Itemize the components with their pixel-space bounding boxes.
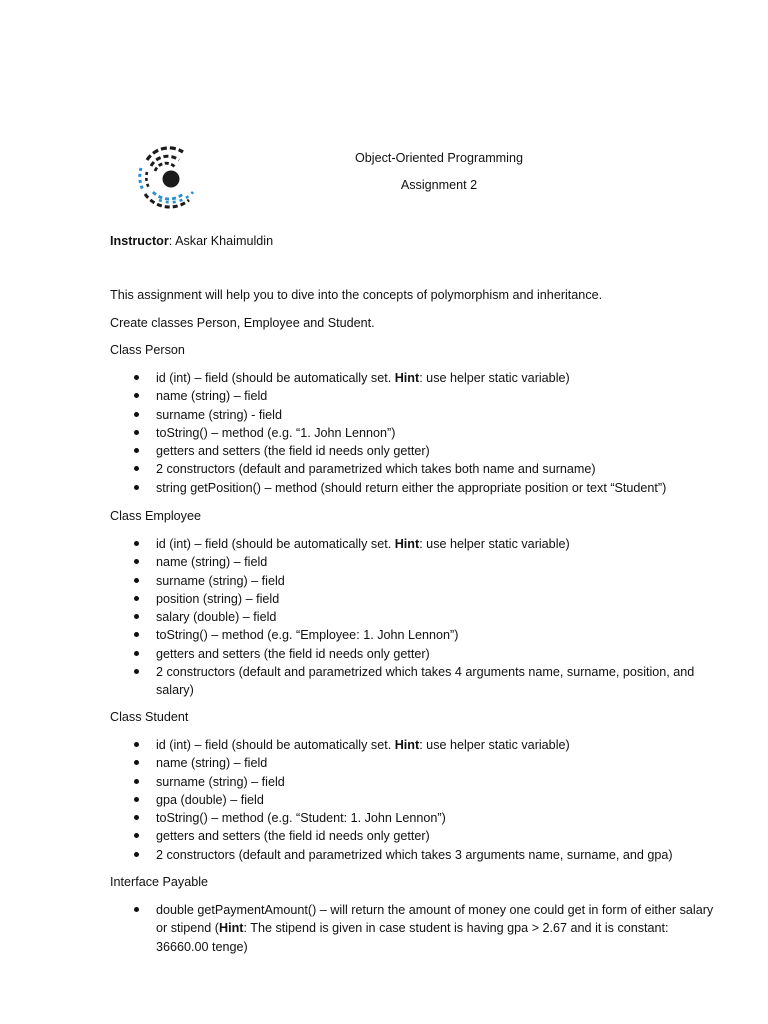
list-item: salary (double) – field bbox=[110, 608, 716, 626]
list-item: 2 constructors (default and parametrized which takes 3 arguments name, surname, and gpa) bbox=[110, 846, 716, 864]
list-item: position (string) – field bbox=[110, 590, 716, 608]
list-item: string getPosition() – method (should return either the appropriate position or text “Student”) bbox=[110, 479, 716, 497]
intro-line-1: This assignment will help you to dive into the concepts of polymorphism and inheritance. bbox=[110, 288, 603, 302]
list-item: gpa (double) – field bbox=[110, 791, 716, 809]
instructor-name: : Askar Khaimuldin bbox=[168, 234, 274, 248]
list-item: toString() – method (e.g. “Employee: 1. John Lennon”) bbox=[110, 626, 716, 644]
list-item: id (int) – field (should be automatically set. Hint: use helper static variable) bbox=[110, 369, 716, 387]
list-item: id (int) – field (should be automatically set. Hint: use helper static variable) bbox=[110, 736, 716, 754]
list-item: name (string) – field bbox=[110, 553, 716, 571]
list-item: surname (string) – field bbox=[110, 773, 716, 791]
intro-line-2: Create classes Person, Employee and Student. bbox=[110, 316, 375, 330]
section-heading: Class Employee bbox=[110, 509, 201, 523]
list-item: toString() – method (e.g. “Student: 1. John Lennon”) bbox=[110, 809, 716, 827]
instructor-label: Instructor bbox=[110, 234, 169, 248]
list-item: double getPaymentAmount() – will return the amount of money one could get in form of either salary or stipend (Hint: The stipend is given in case student is having gpa > 2.67 and it is constant: 36660.00 tenge) bbox=[110, 901, 716, 956]
student-list bbox=[110, 736, 716, 864]
list-item: surname (string) - field bbox=[110, 406, 716, 424]
assignment-title: Assignment 2 bbox=[400, 178, 478, 192]
list-item: name (string) – field bbox=[110, 754, 716, 772]
payable-list bbox=[110, 901, 716, 956]
list-item: id (int) – field (should be automatically set. Hint: use helper static variable) bbox=[110, 535, 716, 553]
course-title: Object-Oriented Programming bbox=[355, 151, 523, 165]
section-heading: Class Person bbox=[110, 343, 185, 357]
list-item: getters and setters (the field id needs only getter) bbox=[110, 645, 716, 663]
list-item: surname (string) – field bbox=[110, 572, 716, 590]
list-item: 2 constructors (default and parametrized which takes both name and surname) bbox=[110, 460, 716, 478]
list-item: 2 constructors (default and parametrized which takes 4 arguments name, surname, position, and salary) bbox=[110, 663, 711, 700]
employee-list bbox=[110, 535, 716, 700]
list-item: getters and setters (the field id needs only getter) bbox=[110, 442, 716, 460]
person-list bbox=[110, 369, 716, 497]
section-heading: Class Student bbox=[110, 710, 189, 724]
university-logo-icon bbox=[133, 142, 199, 210]
section-heading: Interface Payable bbox=[110, 875, 209, 889]
instructor-line bbox=[110, 233, 273, 250]
list-item: name (string) – field bbox=[110, 387, 716, 405]
list-item: getters and setters (the field id needs only getter) bbox=[110, 827, 716, 845]
list-item: toString() – method (e.g. “1. John Lennon”) bbox=[110, 424, 716, 442]
